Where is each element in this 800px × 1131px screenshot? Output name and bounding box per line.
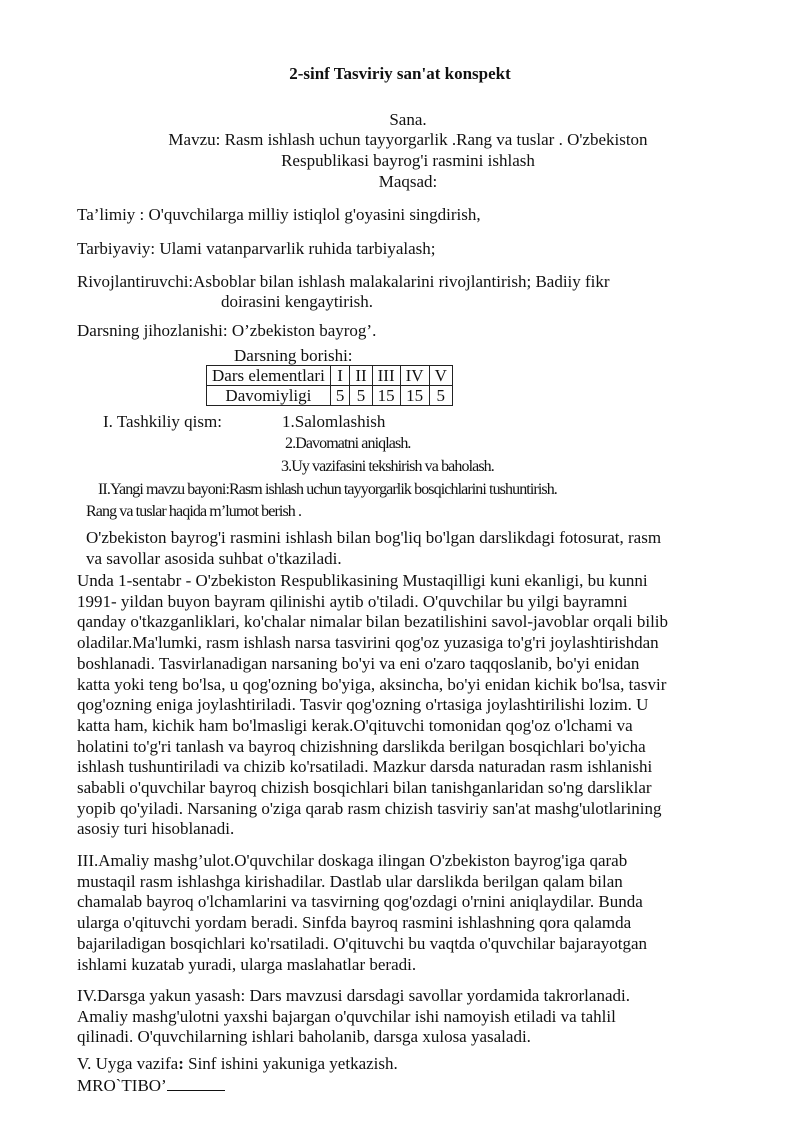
new-topic-paragraph [77,571,727,840]
table-cell: I [330,366,350,386]
homework-text: Sinf ishini yakuniga yetkazish. [183,1054,398,1073]
table-cell: 15 [372,386,400,406]
text-line: III.Amaliy mashg’ulot.O'quvchilar doskaga ilingan O'zbekiston bayrog'iga qarab [77,851,628,870]
text-line: oladilar.Ma'lumki, rasm ishlash narsa tasvirini qog'oz yuzasiga to'g'ri joylashtirishdan [77,633,659,653]
table-row [207,386,453,406]
homework-label: V. Uyga vazifa [77,1054,179,1073]
text-line: katta yoki teng bo'lsa, u qog'ozning bo'yiga, aksincha, bo'yi enidan kichik bo'lsa, tasvir [77,674,667,694]
table-cell: V [429,366,452,386]
org-part-label: I. Tashkiliy qism: [103,412,222,431]
text-line: Amaliy mashg'ulotni yaxshi bajargan o'quvchilar ishi namoyish etiladi va tahlil [77,1006,616,1026]
goal-educational: Ta’limiy : O'quvchilarga milliy istiqlol g'oyasini singdirish, [77,205,481,224]
text-line: qanday o'tkazganliklari, ko'chalar nimalar bilan bezatilishini savol-javoblar orqali bilib [77,612,669,632]
table-cell: 15 [400,386,429,406]
table-cell: III [372,366,400,386]
goal-label: Maqsad: [378,172,438,191]
table-row [207,366,453,386]
text-line: IV.Darsga yakun yasash: Dars mavzusi darsdagi savollar yordamida takrorlanadi. [77,986,630,1005]
table-cell: 5 [350,386,372,406]
new-topic-line-2: Rang va tuslar haqida m’lumot berish . [86,503,302,520]
text-line: bajariladigan bosqichlari ko'rsatiladi. O'qituvchi bu vaqtda o'quvchilar bajarayotgan [77,933,648,953]
text-line: sababli o'quvchilar bayroq chizish bosqichlari bilan tanishganlaridan so'ng darsliklar [77,778,652,798]
text-line: qog'ozning eniga joylashtiriladi. Tasvir qog'ozning o'rtasiga joylashtirilishi lozim. U [77,695,649,715]
goal-upbringing: Tarbiyaviy: Ulami vatanparvarlik ruhida tarbiyalash; [77,239,436,258]
text-line: chamalab bayroq o'lchamlarini va tasvirning qog'ozdagi o'rnini aniqlaydilar. Bunda [77,892,643,912]
table-cell: II [350,366,372,386]
text-line: 1991- yildan buyon bayram qilinishi aytib o'tiladi. O'quvchilar bu yilgi bayramni [77,591,628,611]
signature-label: MRO`TIBO’ [77,1076,167,1095]
text-line: Unda 1-sentabr - O'zbekiston Respublikasining Mustaqilligi kuni ekanligi, bu kunni [77,571,648,590]
signature-line [77,1076,225,1096]
practice-paragraph [77,851,727,975]
text-line: asosiy turi hisoblanadi. [77,819,235,839]
topic-line-1: Mavzu: Rasm ishlash uchun tayyorgarlik .Rang va tuslar . O'zbekiston [168,130,648,149]
org-step-3: 3.Uy vazifasini tekshirish va baholash. [281,458,494,475]
text-line: holatini to'g'ri tanlash va bayroq chizishning darslikda berilgan bosqichlari bo'yicha [77,736,646,756]
table-cell: IV [400,366,429,386]
lesson-progress-heading: Darsning borishi: [234,346,353,365]
goal-developing-line-1: Rivojlantiruvchi:Asboblar bilan ishlash malakalarini rivojlantirish; Badiiy fikr [77,272,610,291]
document-title: 2-sinf Tasviriy san'at konspekt [289,64,511,83]
text-line: yopib qo'yiladi. Narsaning o'ziga qarab rasm chizish tasviriy san'at mashg'ulotlarining [77,798,662,818]
lesson-time-table [206,365,453,406]
text-line: qilinadi. O'quvchilarning ishlari baholanib, darsga xulosa yasaladi. [77,1027,531,1047]
lesson-equipment: Darsning jihozlanishi: O’zbekiston bayrog’. [77,321,377,340]
homework-colon: : [178,1054,184,1073]
text-line: boshlanadi. Tasvirlanadigan narsaning bo'yi va eni o'zaro taqqoslanib, bo'yi enidan [77,653,640,673]
text-line: mustaqil rasm ishlashga kirishadilar. Dastlab ular darslikda berilgan qalam bilan [77,871,623,891]
org-step-2: 2.Davomatni aniqlash. [285,435,411,452]
text-line: ularga o'qituvchi yordam beradi. Sinfda bayroq rasmini ishlashning qora qalamda [77,913,632,933]
table-cell: Dars elementlari [207,366,331,386]
new-topic-line-4: va savollar asosida suhbat o'tkaziladi. [86,549,342,568]
new-topic-line-1: II.Yangi mavzu bayoni:Rasm ishlash uchun tayyorgarlik bosqichlarini tushuntirish. [98,481,557,498]
text-line: ishlami kuzatab yuradi, ularga maslahatlar beradi. [77,954,417,974]
table-cell: 5 [330,386,350,406]
text-line: ishlash tushuntiriladi va chizib ko'rsatiladi. Mazkur darsda naturadan rasm ishlanishi [77,757,653,777]
homework-line [77,1054,398,1074]
text-line: katta ham, kichik ham bo'lmasligi kerak.O'qituvchi tomonidan qog'oz o'lchami va [77,715,633,735]
date-label: Sana. [389,110,427,129]
topic-line-2: Respublikasi bayrog'i rasmini ishlash [281,151,535,170]
summary-paragraph [77,986,727,1048]
goal-developing-line-2: doirasini kengaytirish. [221,292,374,311]
table-cell: 5 [429,386,452,406]
new-topic-line-3: O'zbekiston bayrog'i rasmini ishlash bilan bog'liq bo'lgan darslikdagi fotosurat, rasm [86,528,662,547]
table-cell: Davomiyligi [207,386,331,406]
org-step-1: 1.Salomlashish [282,412,386,431]
signature-blank [167,1076,225,1091]
